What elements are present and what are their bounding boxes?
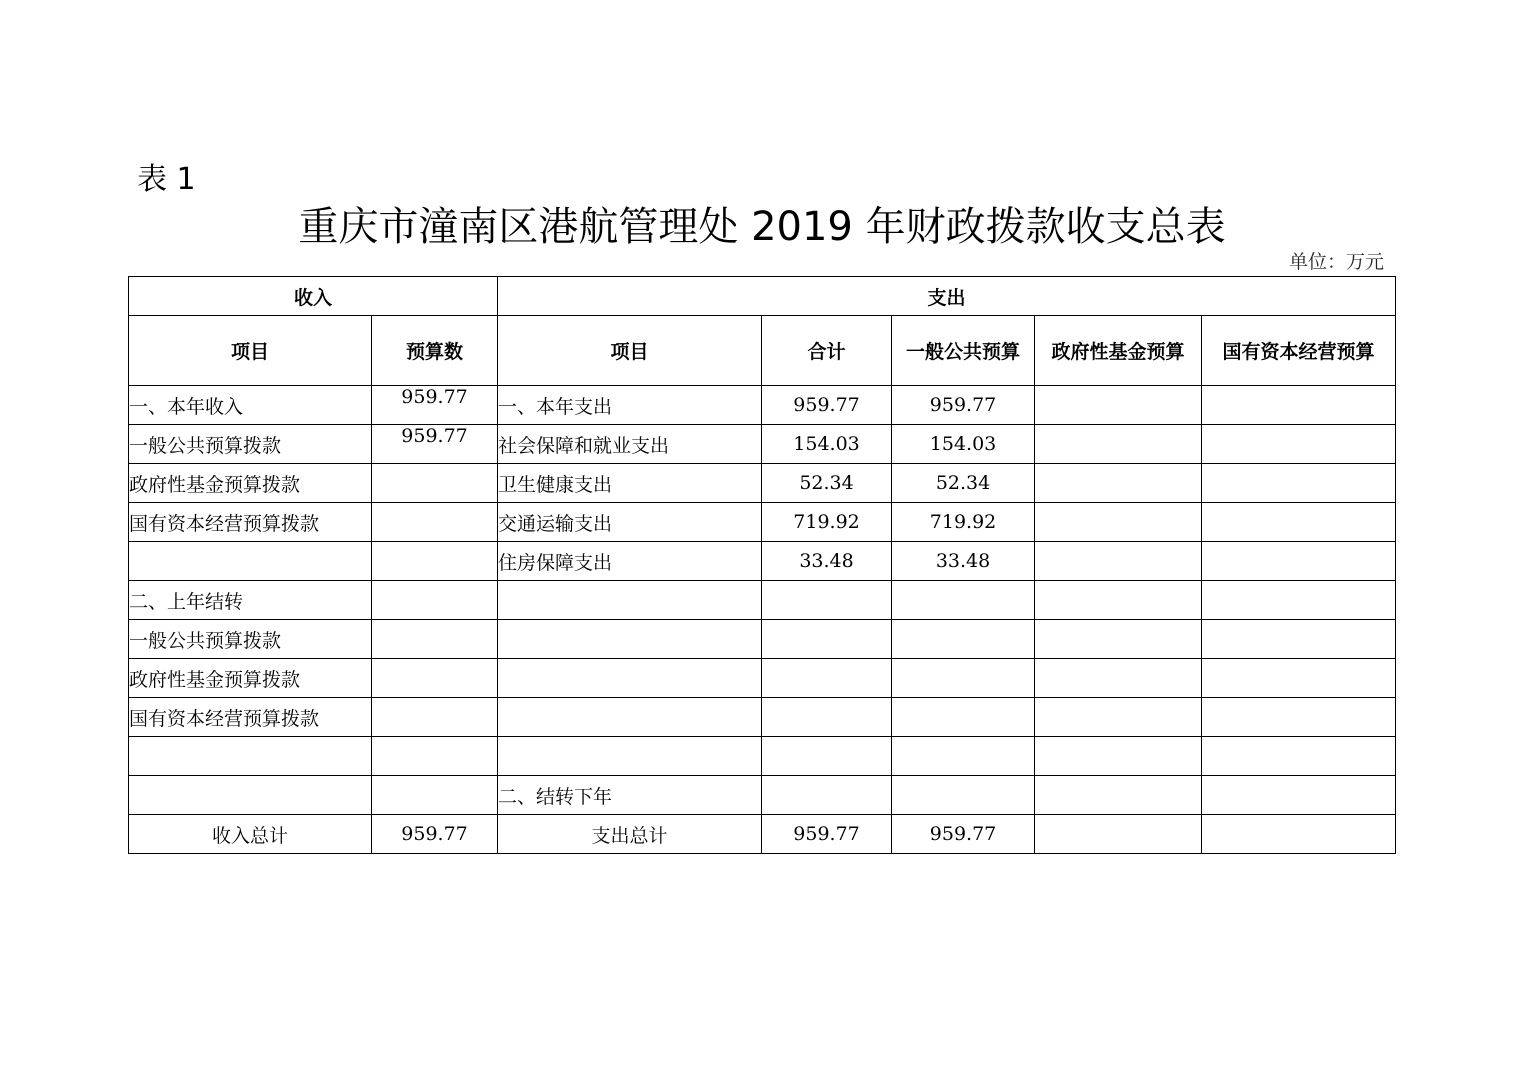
- col-header-income-budget: 预算数: [372, 316, 498, 386]
- expense-item-cell: [498, 620, 762, 659]
- income-item-cell: 一般公共预算拨款: [129, 425, 372, 464]
- table-row: [129, 776, 1396, 815]
- income-budget-cell: [372, 542, 498, 581]
- table-row: [129, 425, 1396, 464]
- fund-budget-cell: [1035, 464, 1202, 503]
- total-cell: [762, 620, 892, 659]
- general-budget-cell: 154.03: [892, 425, 1035, 464]
- expense-item-cell: 二、结转下年: [498, 776, 762, 815]
- table-row: [129, 737, 1396, 776]
- general-budget-cell: [892, 737, 1035, 776]
- total-cell: 154.03: [762, 425, 892, 464]
- fund-budget-cell: [1035, 737, 1202, 776]
- total-cell: [762, 659, 892, 698]
- income-section-header: 收入: [129, 277, 498, 316]
- expense-item-cell: 卫生健康支出: [498, 464, 762, 503]
- capital-budget-cell: [1202, 386, 1396, 425]
- total-cell: [762, 776, 892, 815]
- capital-budget-cell: [1202, 620, 1396, 659]
- table-label: 表 1: [137, 162, 196, 197]
- income-item-cell: 二、上年结转: [129, 581, 372, 620]
- table-row: [129, 659, 1396, 698]
- income-item-cell: [129, 737, 372, 776]
- general-budget-cell: [892, 620, 1035, 659]
- capital-budget-cell: [1202, 464, 1396, 503]
- fund-budget-cell: [1035, 503, 1202, 542]
- total-cell: 959.77: [762, 386, 892, 425]
- fund-budget-cell: [1035, 776, 1202, 815]
- income-budget-cell: 959.77: [372, 815, 498, 854]
- fund-budget-cell: [1035, 659, 1202, 698]
- budget-summary-table: [128, 276, 1396, 854]
- income-item-cell: 国有资本经营预算拨款: [129, 698, 372, 737]
- col-header-fund-budget: 政府性基金预算: [1035, 316, 1202, 386]
- capital-budget-cell: [1202, 542, 1396, 581]
- fund-budget-cell: [1035, 815, 1202, 854]
- general-budget-cell: 719.92: [892, 503, 1035, 542]
- table-row: [129, 464, 1396, 503]
- total-cell: 959.77: [762, 815, 892, 854]
- column-header-row: [129, 316, 1396, 386]
- table-row: [129, 503, 1396, 542]
- table-row: [129, 386, 1396, 425]
- table-row: [129, 620, 1396, 659]
- total-cell: [762, 737, 892, 776]
- expense-item-cell: [498, 737, 762, 776]
- general-budget-cell: 959.77: [892, 815, 1035, 854]
- fund-budget-cell: [1035, 542, 1202, 581]
- income-item-cell: [129, 542, 372, 581]
- income-item-cell: 收入总计: [129, 815, 372, 854]
- fund-budget-cell: [1035, 620, 1202, 659]
- total-cell: 33.48: [762, 542, 892, 581]
- capital-budget-cell: [1202, 815, 1396, 854]
- capital-budget-cell: [1202, 659, 1396, 698]
- col-header-capital-budget: 国有资本经营预算: [1202, 316, 1396, 386]
- expense-item-cell: [498, 659, 762, 698]
- page-title: 重庆市潼南区港航管理处 2019 年财政拨款收支总表: [298, 204, 1226, 250]
- table-row: [129, 698, 1396, 737]
- income-budget-cell: [372, 620, 498, 659]
- income-budget-cell: [372, 737, 498, 776]
- income-item-cell: 一、本年收入: [129, 386, 372, 425]
- capital-budget-cell: [1202, 581, 1396, 620]
- capital-budget-cell: [1202, 425, 1396, 464]
- capital-budget-cell: [1202, 698, 1396, 737]
- total-row: [129, 815, 1396, 854]
- fund-budget-cell: [1035, 581, 1202, 620]
- expense-item-cell: 社会保障和就业支出: [498, 425, 762, 464]
- general-budget-cell: 33.48: [892, 542, 1035, 581]
- expense-section-header: 支出: [498, 277, 1396, 316]
- income-item-cell: [129, 776, 372, 815]
- income-budget-cell: 959.77: [372, 386, 498, 425]
- col-header-general-budget: 一般公共预算: [892, 316, 1035, 386]
- general-budget-cell: [892, 659, 1035, 698]
- general-budget-cell: [892, 776, 1035, 815]
- fund-budget-cell: [1035, 386, 1202, 425]
- total-cell: [762, 581, 892, 620]
- table-row: [129, 581, 1396, 620]
- general-budget-cell: 52.34: [892, 464, 1035, 503]
- general-budget-cell: [892, 581, 1035, 620]
- income-budget-cell: [372, 776, 498, 815]
- expense-item-cell: 一、本年支出: [498, 386, 762, 425]
- expense-item-cell: [498, 698, 762, 737]
- unit-note: 单位：万元: [1288, 251, 1384, 273]
- income-item-cell: 一般公共预算拨款: [129, 620, 372, 659]
- income-budget-cell: 959.77: [372, 425, 498, 464]
- income-budget-cell: [372, 581, 498, 620]
- fund-budget-cell: [1035, 698, 1202, 737]
- general-budget-cell: [892, 698, 1035, 737]
- expense-item-cell: [498, 581, 762, 620]
- income-budget-cell: [372, 503, 498, 542]
- table-row: [129, 542, 1396, 581]
- income-item-cell: 政府性基金预算拨款: [129, 659, 372, 698]
- col-header-income-item: 项目: [129, 316, 372, 386]
- income-budget-cell: [372, 698, 498, 737]
- fund-budget-cell: [1035, 425, 1202, 464]
- income-item-cell: 国有资本经营预算拨款: [129, 503, 372, 542]
- expense-item-cell: 住房保障支出: [498, 542, 762, 581]
- col-header-expense-item: 项目: [498, 316, 762, 386]
- expense-item-cell: 交通运输支出: [498, 503, 762, 542]
- total-cell: 52.34: [762, 464, 892, 503]
- capital-budget-cell: [1202, 776, 1396, 815]
- capital-budget-cell: [1202, 503, 1396, 542]
- section-header-row: [129, 277, 1396, 316]
- capital-budget-cell: [1202, 737, 1396, 776]
- income-item-cell: 政府性基金预算拨款: [129, 464, 372, 503]
- general-budget-cell: 959.77: [892, 386, 1035, 425]
- total-cell: 719.92: [762, 503, 892, 542]
- income-budget-cell: [372, 659, 498, 698]
- expense-item-cell: 支出总计: [498, 815, 762, 854]
- income-budget-cell: [372, 464, 498, 503]
- total-cell: [762, 698, 892, 737]
- col-header-total: 合计: [762, 316, 892, 386]
